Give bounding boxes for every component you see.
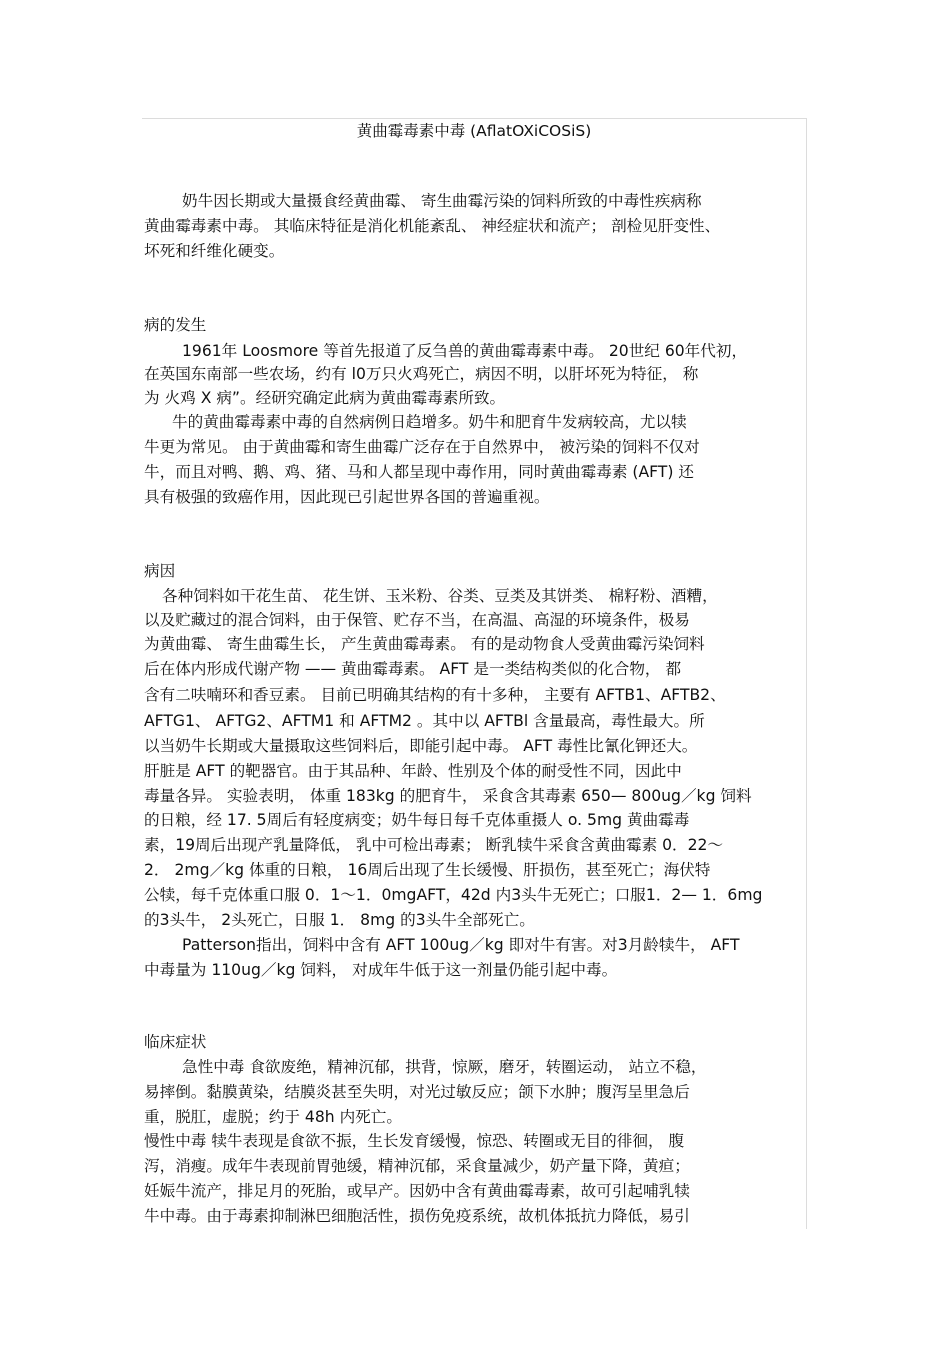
section-heading-symptoms: 临床症状 — [144, 1033, 207, 1051]
text-line: 的3头牛， 2头死亡，日服 1． 8mg 的3头牛全部死亡。 — [144, 911, 535, 929]
text-line: 2． 2mg／kg 体重的日粮， 16周后出现了生长缓慢、肝损伤，甚至死亡；海伏特 — [144, 861, 711, 879]
text-line: 肝脏是 AFT 的靶器官。由于其品种、年龄、性别及个体的耐受性不同，因此中 — [144, 762, 682, 780]
text-line: 的日粮，经 17. 5周后有轻度病变；奶牛每日每千克体重摄人 o. 5mg 黄曲霉毒 — [144, 811, 690, 829]
intro-line: 坏死和纤维化硬变。 — [144, 242, 285, 260]
text-line: 在英国东南部一些农场，约有 l0万只火鸡死亡，病因不明，以肝坏死为特征， 称 — [144, 365, 699, 383]
text-line: 毒量各异。 实验表明， 体重 183kg 的肥育牛， 采食含其毒素 650— 800ug／kg 饲料 — [144, 787, 752, 805]
intro-line: 黄曲霉毒素中毒。 其临床特征是消化机能紊乱、 神经症状和流产； 剖检见肝变性、 — [144, 217, 721, 235]
text-line: AFTG1、 AFTG2、AFTM1 和 AFTM2 。其中以 AFTBl 含量最高，毒性最大。所 — [144, 712, 705, 730]
text-line: 为黄曲霉、 寄生曲霉生长， 产生黄曲霉毒素。 有的是动物食人受黄曲霉污染饲料 — [144, 635, 705, 653]
section-heading-onset: 病的发生 — [144, 316, 207, 334]
text-line: 急性中毒 食欲废绝，精神沉郁，拱背，惊厥，磨牙，转圈运动， 站立不稳， — [182, 1058, 707, 1076]
text-line: 慢性中毒 犊牛表现是食欲不振，生长发育缓慢，惊恐、转圈或无目的徘徊， 腹 — [144, 1132, 685, 1150]
text-line: 牛更为常见。 由于黄曲霉和寄生曲霉广泛存在于自然界中， 被污染的饲料不仅对 — [144, 438, 700, 456]
text-line: 公犊，每千克体重口服 0．1～1．0mgAFT，42d 内3头牛无死亡；口服1．2— 1．6mg — [144, 886, 763, 904]
text-line: 1961年 Loosmore 等首先报道了反刍兽的黄曲霉毒素中毒。 20世纪 60年代初， — [182, 342, 748, 360]
text-line: 中毒量为 110ug／kg 饲料， 对成年牛低于这一剂量仍能引起中毒。 — [144, 961, 618, 979]
text-line: Patterson指出，饲料中含有 AFT 100ug／kg 即对牛有害。对3月龄犊牛， AFT — [182, 936, 740, 954]
text-line: 泻，消瘦。成年牛表现前胃弛缓，精神沉郁，采食量减少，奶产量下降，黄疸； — [144, 1157, 690, 1175]
text-line: 牛的黄曲霉毒素中毒的自然病例日趋增多。奶牛和肥育牛发病较高，尤以犊 — [172, 413, 687, 431]
intro-line: 奶牛因长期或大量摄食经黄曲霉、 寄生曲霉污染的饲料所致的中毒性疾病称 — [182, 192, 702, 210]
text-line: 后在体内形成代谢产物 —— 黄曲霉毒素。 AFT 是一类结构类似的化合物， 都 — [144, 660, 682, 678]
text-line: 为 火鸡 X 病”。经研究确定此病为黄曲霉毒素所致。 — [144, 389, 506, 407]
text-line: 素，19周后出现产乳量降低， 乳中可检出毒素； 断乳犊牛采食含黄曲霉素 0．22～ — [144, 836, 724, 854]
text-line: 含有二呋喃环和香豆素。 目前已明确其结构的有十多种， 主要有 AFTB1、AFTB2、 — [144, 686, 726, 704]
text-line: 牛中毒。由于毒素抑制淋巴细胞活性，损伤免疫系统，故机体抵抗力降低，易引 — [144, 1207, 690, 1225]
text-line: 牛，而且对鸭、鹅、鸡、猪、马和人都呈现中毒作用，同时黄曲霉毒素 (AFT) 还 — [144, 463, 694, 481]
text-line: 具有极强的致癌作用，因此现已引起世界各国的普遍重视。 — [144, 488, 550, 506]
text-line: 以及贮藏过的混合饲料，由于保管、贮存不当，在高温、高湿的环境条件，极易 — [144, 611, 690, 629]
document-title: 黄曲霉毒素中毒 (AflatOXiCOSiS) — [356, 122, 592, 140]
text-line: 易摔倒。黏膜黄染，结膜炎甚至失明，对光过敏反应；颌下水肿；腹泻呈里急后 — [144, 1083, 690, 1101]
text-line: 妊娠牛流产，排足月的死胎，或早产。因奶中含有黄曲霉毒素，故可引起哺乳犊 — [144, 1182, 690, 1200]
text-line: 各种饲料如干花生苗、 花生饼、玉米粉、谷类、豆类及其饼类、 棉籽粉、酒糟， — [162, 587, 718, 605]
text-line: 以当奶牛长期或大量摄取这些饲料后，即能引起中毒。 AFT 毒性比氰化钾还大。 — [144, 737, 698, 755]
section-heading-cause: 病因 — [144, 562, 176, 580]
text-line: 重，脱肛，虚脱；约于 48h 内死亡。 — [144, 1108, 402, 1126]
